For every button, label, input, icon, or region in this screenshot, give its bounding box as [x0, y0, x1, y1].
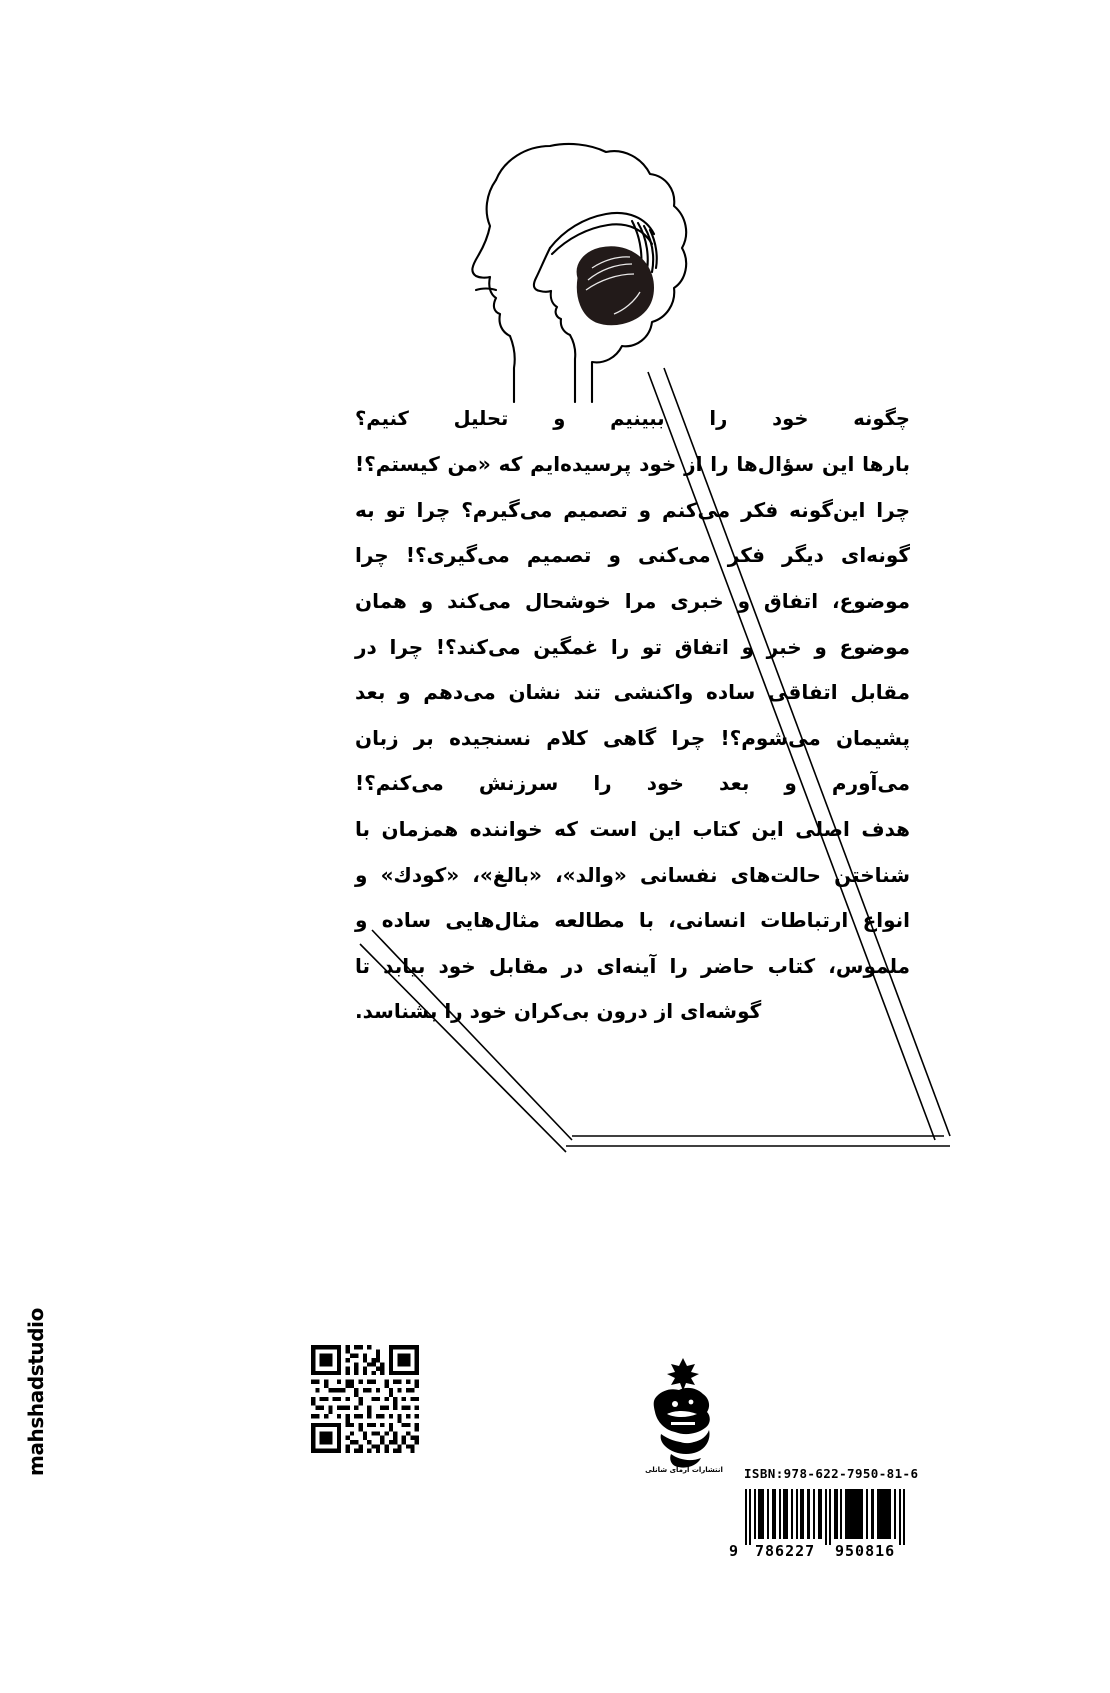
ean13-barcode: [727, 1487, 910, 1559]
studio-credit: mahshadstudio: [24, 1308, 48, 1476]
blurb-paragraph-2: هدف اصلی این کتاب این است که خواننده همزمان با شناختن حالت‌های نفسانی «والد»، «بالغ»، «کودك» و انواع ارتباطات انسانی، با مطالعه مثال‌هایی ساده و ملموس، کتاب حاضر را آینه‌ای در مقابل خود بیابد تا گوشه‌ای از درون بی‌کران خود را بشناسد.: [355, 816, 910, 1024]
publisher-caption: انتشارات آرمای شانلی: [645, 1466, 723, 1474]
blurb-paragraph-1: بارها این سؤال‌ها را از خود پرسیده‌ایم که «من کیستم؟!‌ چرا این‌گونه فکر می‌کنم و تصمیم می‌گیرم؟ چرا تو به گونه‌ای دیگر فکر می‌کنی و تصمیم می‌گیری؟! چرا موضوع، اتفاق و خبری مرا خوشحال می‌کند و همان موضوع و خبر و اتفاق تو را غمگین می‌کند؟! چرا در مقابل اتفاقی ساده واکنشی تند نشان می‌دهم و بعد پشیمان می‌شوم؟! چرا گاهی کلام نسنجیده بر زبان می‌آورم و بعد خود را سرزنش می‌کنم؟!: [355, 452, 910, 796]
barcode-digits-mid: 786227: [755, 1542, 816, 1559]
barcode-digits-right: 950816: [835, 1542, 896, 1559]
blurb-heading: چگونه خود را ببینیم و تحلیل کنیم؟: [355, 407, 910, 430]
nested-profile-heads-icon: [418, 118, 708, 403]
isbn-text: ISBN:978-622-7950-81-6: [744, 1466, 919, 1481]
publisher-emblem-icon: [641, 1352, 725, 1480]
qr-code[interactable]: [311, 1345, 419, 1453]
back-cover-blurb: [355, 404, 910, 1035]
barcode-digit-left: 9: [729, 1542, 740, 1559]
